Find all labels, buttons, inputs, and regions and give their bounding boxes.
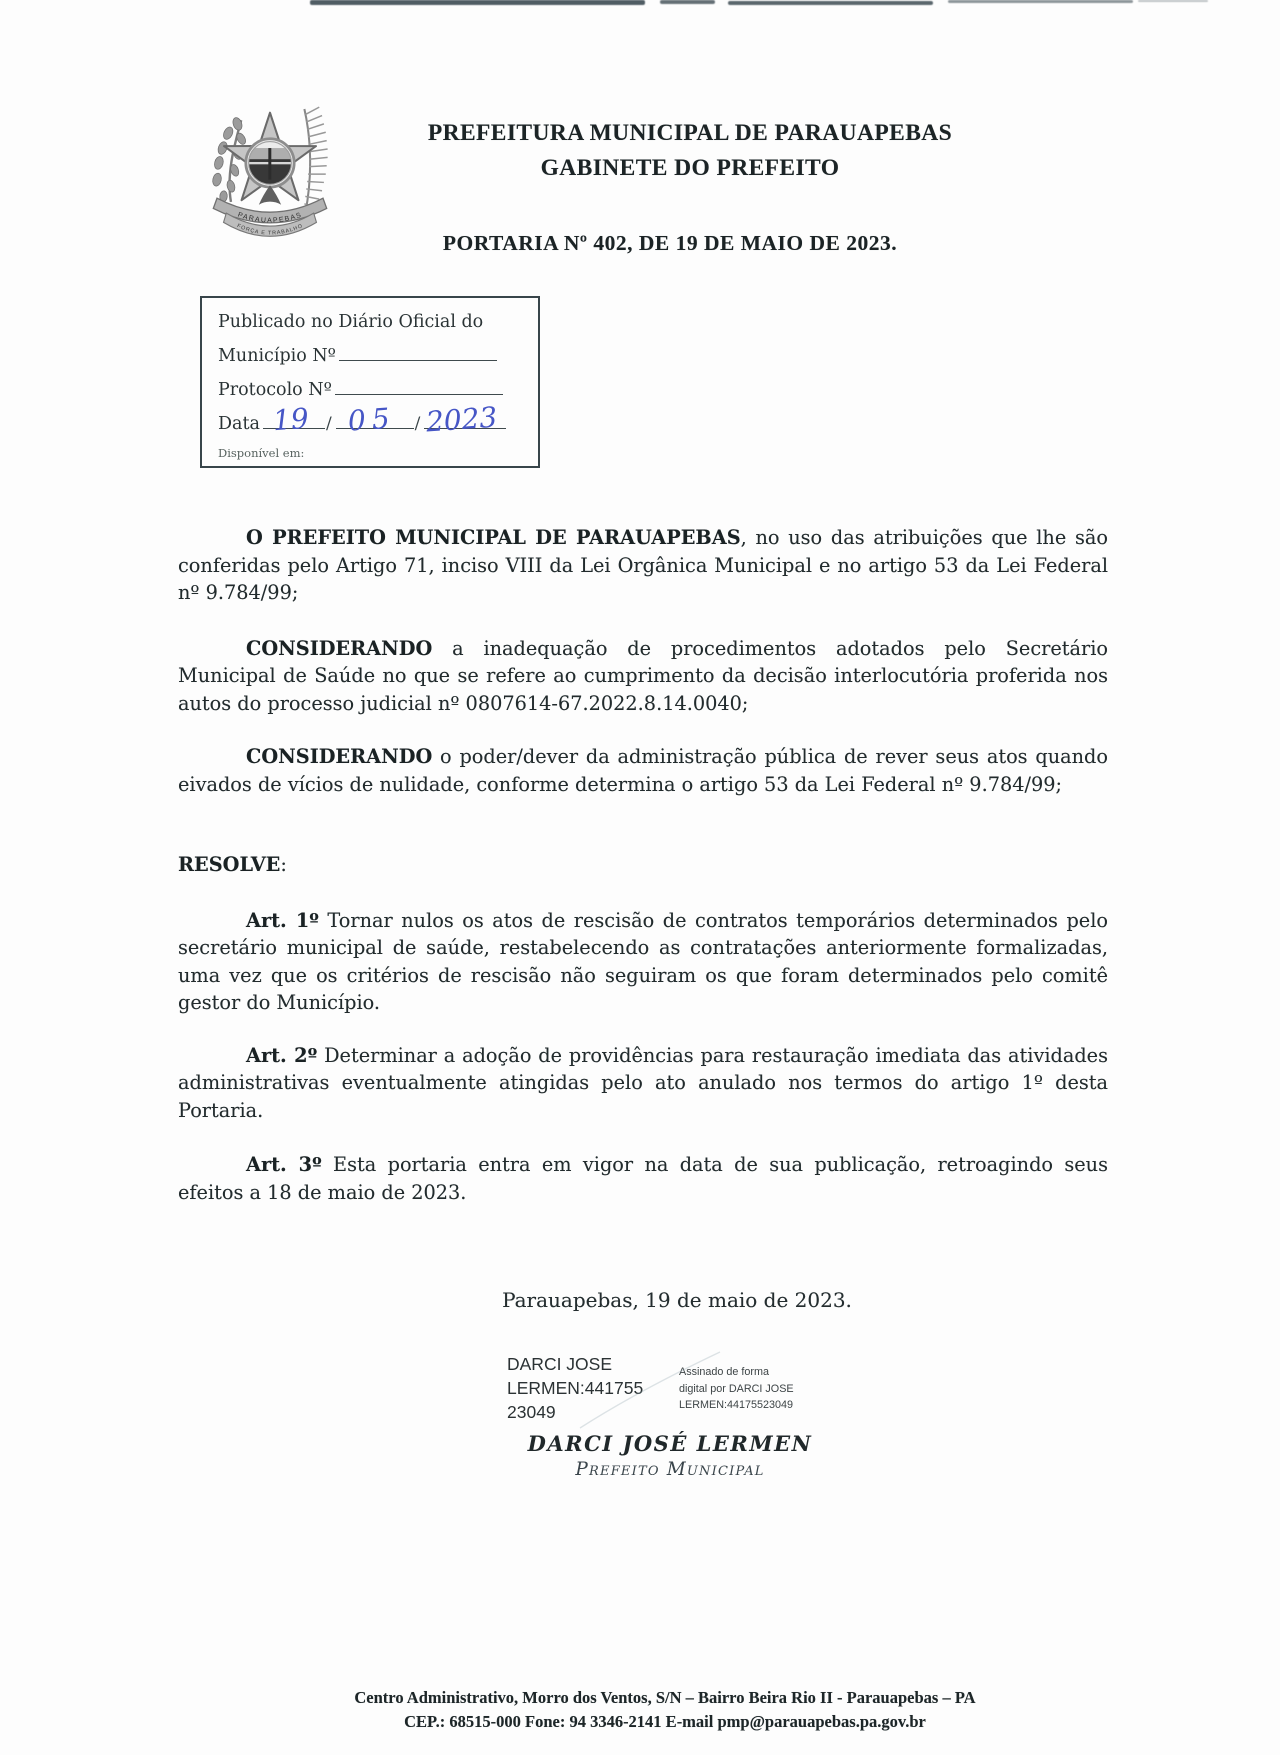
footer [0,1686,1280,1733]
scan-artifact [310,0,645,5]
considerando-1-lead: CONSIDERANDO [246,636,433,660]
pub-box-municipio-row [218,344,522,368]
preamble-lead: O PREFEITO MUNICIPAL DE PARAUAPEBAS [246,526,741,549]
paragraph-preamble: O PREFEITO MUNICIPAL DE PARAUAPEBAS, no uso das atribuições que lhe são conferidas pelo Artigo 71, inciso VIII da Lei Orgânica Municipal e no artigo 53 da Lei Federal nº 9.784/99; [178,526,1108,604]
date-separator: / [325,414,332,434]
paragraph-considerando-2: CONSIDERANDO o poder/dever da administração pública de rever seus atos quando eivados de vícios de nulidade, conforme determina o artigo 53 da Lei Federal nº 9.784/99; [178,745,1108,796]
dateline: Parauapebas, 19 de maio de 2023. [502,1288,852,1312]
signature-block [0,1352,1280,1480]
article-2-lead: Art. 2º [246,1043,318,1067]
document-title: PORTARIA Nº 402, DE 19 DE MAIO DE 2023. [442,231,898,255]
date-separator: / [414,414,421,434]
emblem-bird [259,185,281,205]
article-1: Art. 1º Tornar nulos os atos de rescisão de contratos temporários determinados pelo secretário municipal de saúde, restabelecendo as contratações anteriormente formalizadas, uma vez que os critérios de rescisão não seguiram os que foram determinados pelo comitê gestor do Município. [178,908,1108,1014]
stamp-signature-note: Assinado de forma digital por DARCI JOSE LERMEN:44175523049 [679,1366,794,1411]
footer-contact: CEP.: 68515-000 Fone: 94 3346-2141 E-mail pmp@parauapebas.pa.gov.br [404,1711,926,1731]
emblem-landscape-circle [246,139,294,187]
municipio-label: Município Nº [218,346,336,366]
scan-artifact [728,1,933,5]
considerando-2-lead: CONSIDERANDO [246,745,433,768]
protocolo-label: Protocolo Nº [218,380,332,400]
emblem-right-branch [304,107,327,213]
municipio-blank-line [339,345,497,361]
article-1-lead: Art. 1º [246,908,319,932]
disponivel-label: Disponível em: [218,446,305,460]
pub-box-data-row [218,400,522,439]
pub-box-protocolo-row [218,378,522,402]
digital-signature-stamp [0,1352,1280,1424]
resolve-heading: RESOLVE: [178,853,287,876]
date-month-blank-line [336,401,414,438]
emblem-motto-top: PARAUAPEBAS [236,211,304,225]
date-day-handwritten: 19 [271,401,310,438]
pub-box-intro: Publicado no Diário Oficial do [218,312,484,332]
document-body [178,524,1108,1206]
date-year-blank-line [424,400,506,439]
date-month-handwritten: 05 [346,401,397,438]
publication-box [200,296,540,468]
scan-artifact [948,0,1133,3]
org-department: GABINETE DO PREFEITO [540,155,840,181]
article-3-lead: Art. 3º [246,1153,322,1176]
signer-role: Prefeito Municipal [575,1459,765,1480]
stamp-signer-id: DARCI JOSE LERMEN:441755 23049 [507,1354,644,1422]
paragraph-considerando-1: CONSIDERANDO a inadequação de procedimentos adotados pelo Secretário Municipal de Saúde no que se refere ao cumprimento da decisão interlocutória proferida nos autos do processo judicial nº 0807614-67.2022.8.14.0040; [178,636,1108,715]
emblem-motto-bottom: FORÇA E TRABALHO [235,223,305,237]
data-label: Data [218,414,260,434]
article-3: Art. 3º Esta portaria entra em vigor na data de sua publicação, retroagindo seus efeitos a 18 de maio de 2023. [178,1153,1108,1204]
scan-artifact [1138,0,1208,2]
signature-stroke [570,1346,730,1436]
footer-address: Centro Administrativo, Morro dos Ventos, S/N – Bairro Beira Rio II - Parauapebas – PA [354,1688,976,1707]
date-day-blank-line [263,401,325,438]
org-name: PREFEITURA MUNICIPAL DE PARAUAPEBAS [427,120,953,146]
date-year-handwritten: 2023 [425,400,499,439]
letterhead [330,116,1050,186]
protocolo-blank-line [335,379,503,395]
article-2: Art. 2º Determinar a adoção de providências para restauração imediata das atividades administrativas eventualmente atingidas pelo ato anulado nos termos do artigo 1º desta Portaria. [178,1043,1108,1122]
signer-name: DARCI JOSÉ LERMEN [527,1431,813,1456]
scan-artifact [660,0,715,4]
